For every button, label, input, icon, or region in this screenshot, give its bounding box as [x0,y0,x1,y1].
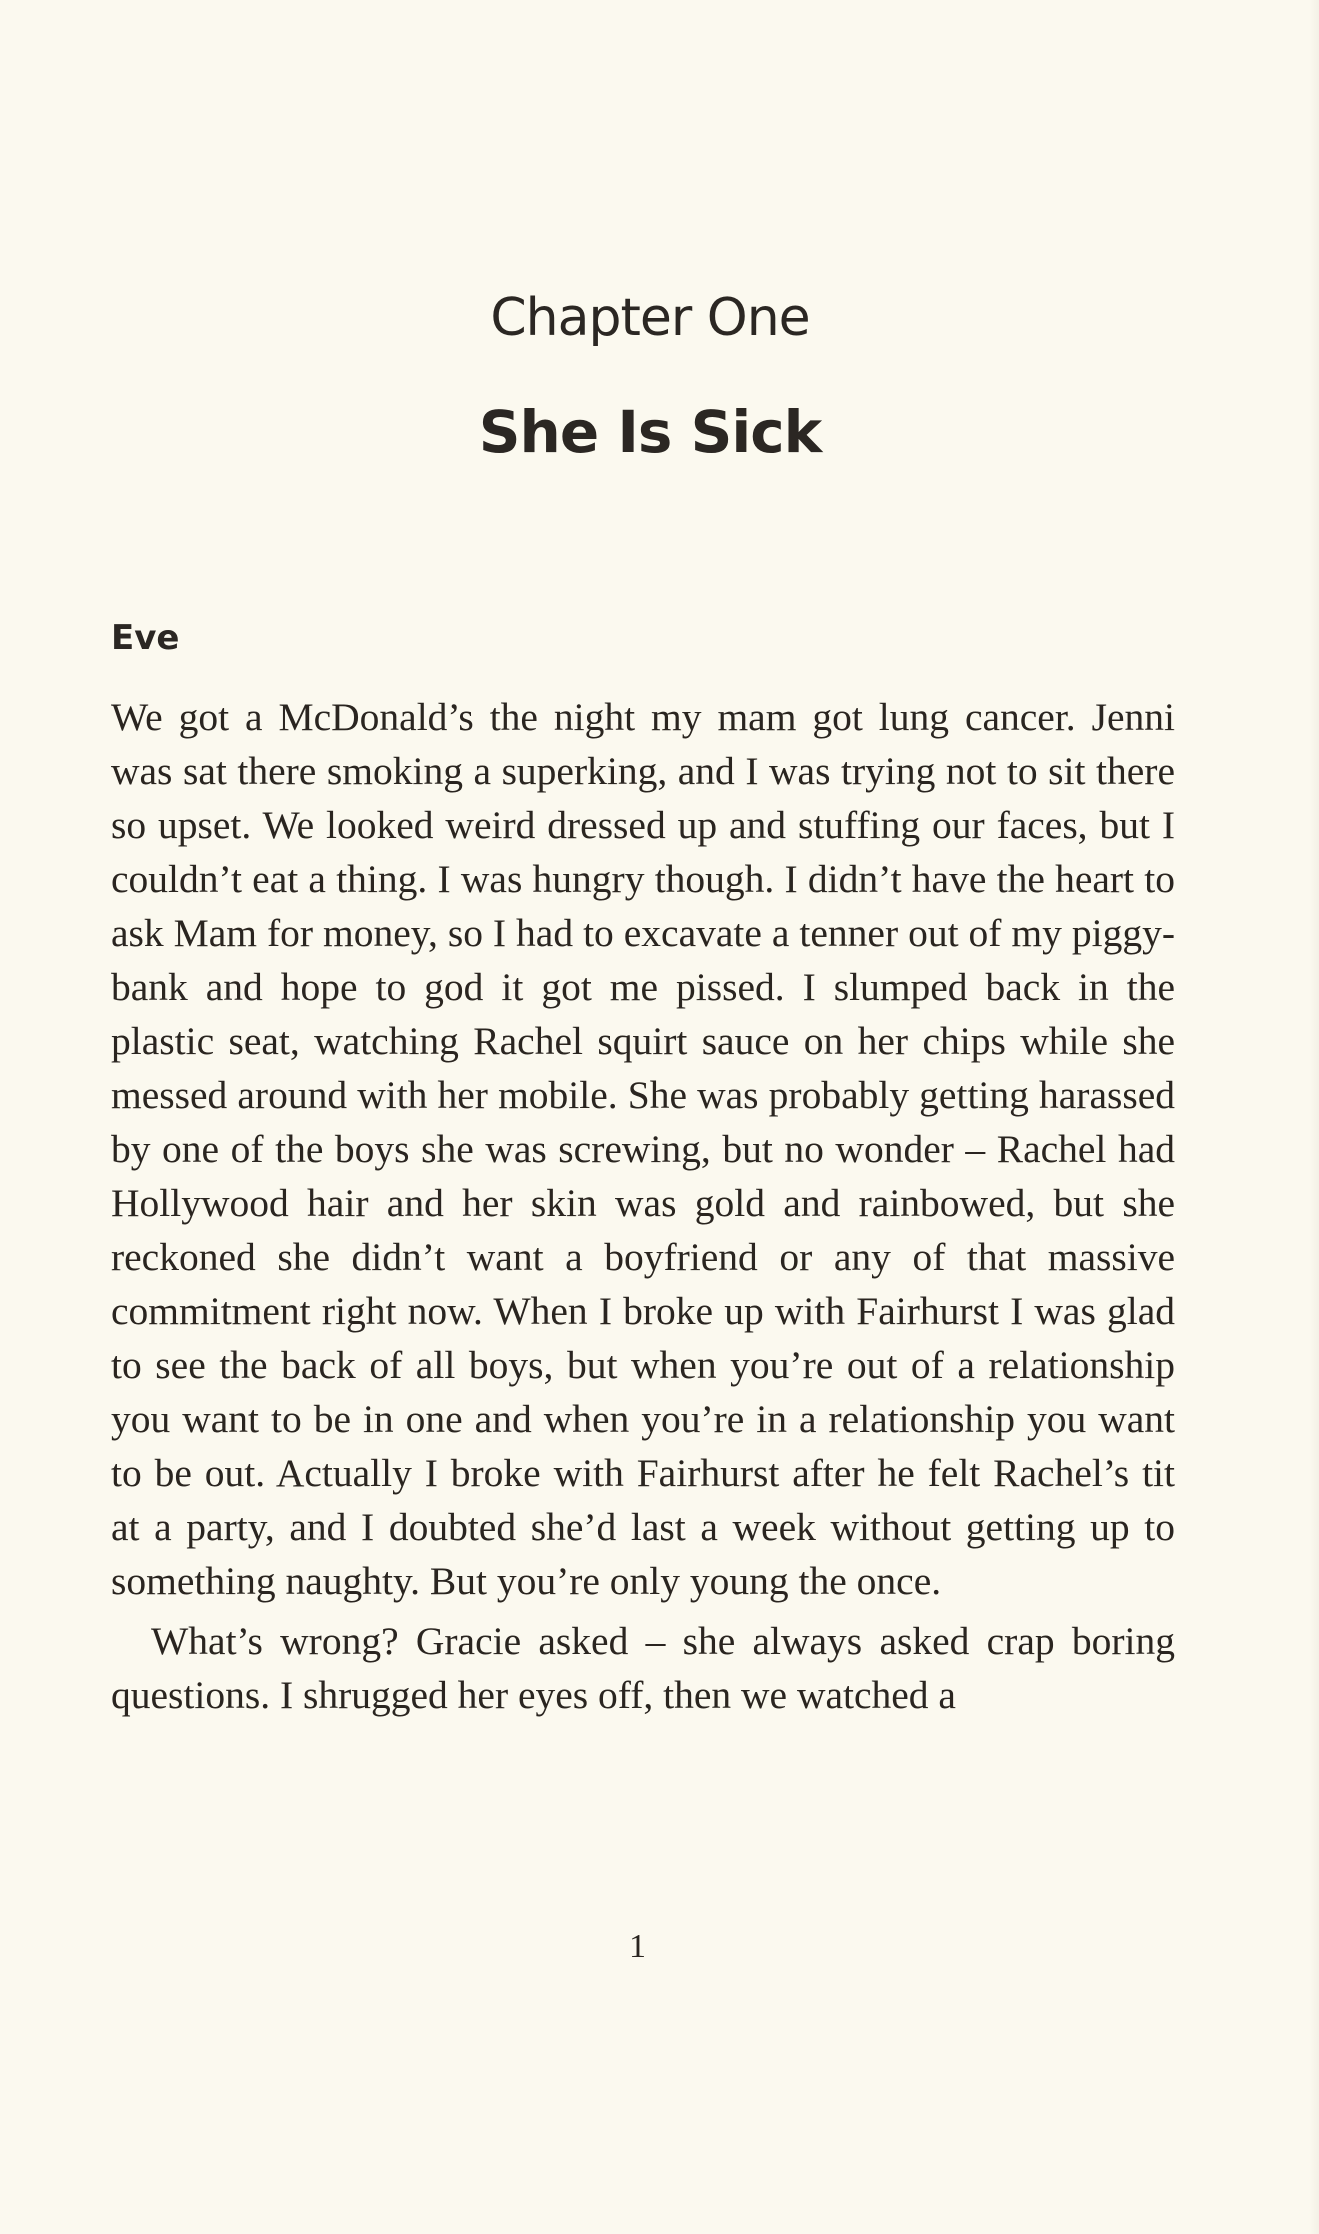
narrator-heading: Eve [111,618,180,658]
chapter-label: Chapter One [490,288,810,348]
body-text [111,690,1175,1722]
page-number: 1 [629,1928,646,1965]
paragraph: What’s wrong? Gracie asked – she always asked crap boring questions. I shrugged her eyes off, then we watched a [111,1619,1175,1717]
paragraph: We got a McDonald’s the night my mam got lung cancer. Jenni was sat there smoking a superking, and I was trying not to sit there so upset. We looked weird dressed up and stuffing our faces, but I couldn’t eat a thing. I was hungry though. I didn’t have the heart to ask Mam for money, so I had to excavate a tenner out of my piggy-bank and hope to god it got me pissed. I slumped back in the plastic seat, watching Rachel squirt sauce on her chips while she messed around with her mobile. She was probably getting harassed by one of the boys she was screwing, but no wonder – Rachel had Hollywood hair and her skin was gold and rainbowed, but she reckoned she didn’t want a boyfriend or any of that massive commitment right now. When I broke up with Fairhurst I was glad to see the back of all boys, but when you’re out of a relationship you want to be in one and when you’re in a relationship you want to be out. Actually I broke with Fairhurst after he felt Rachel’s tit at a party, and I doubted she’d last a week without getting up to something naughty. But you’re only young the once. [111,695,1175,1603]
page-edge-shadow [1309,0,1319,2234]
chapter-title: She Is Sick [478,398,822,466]
